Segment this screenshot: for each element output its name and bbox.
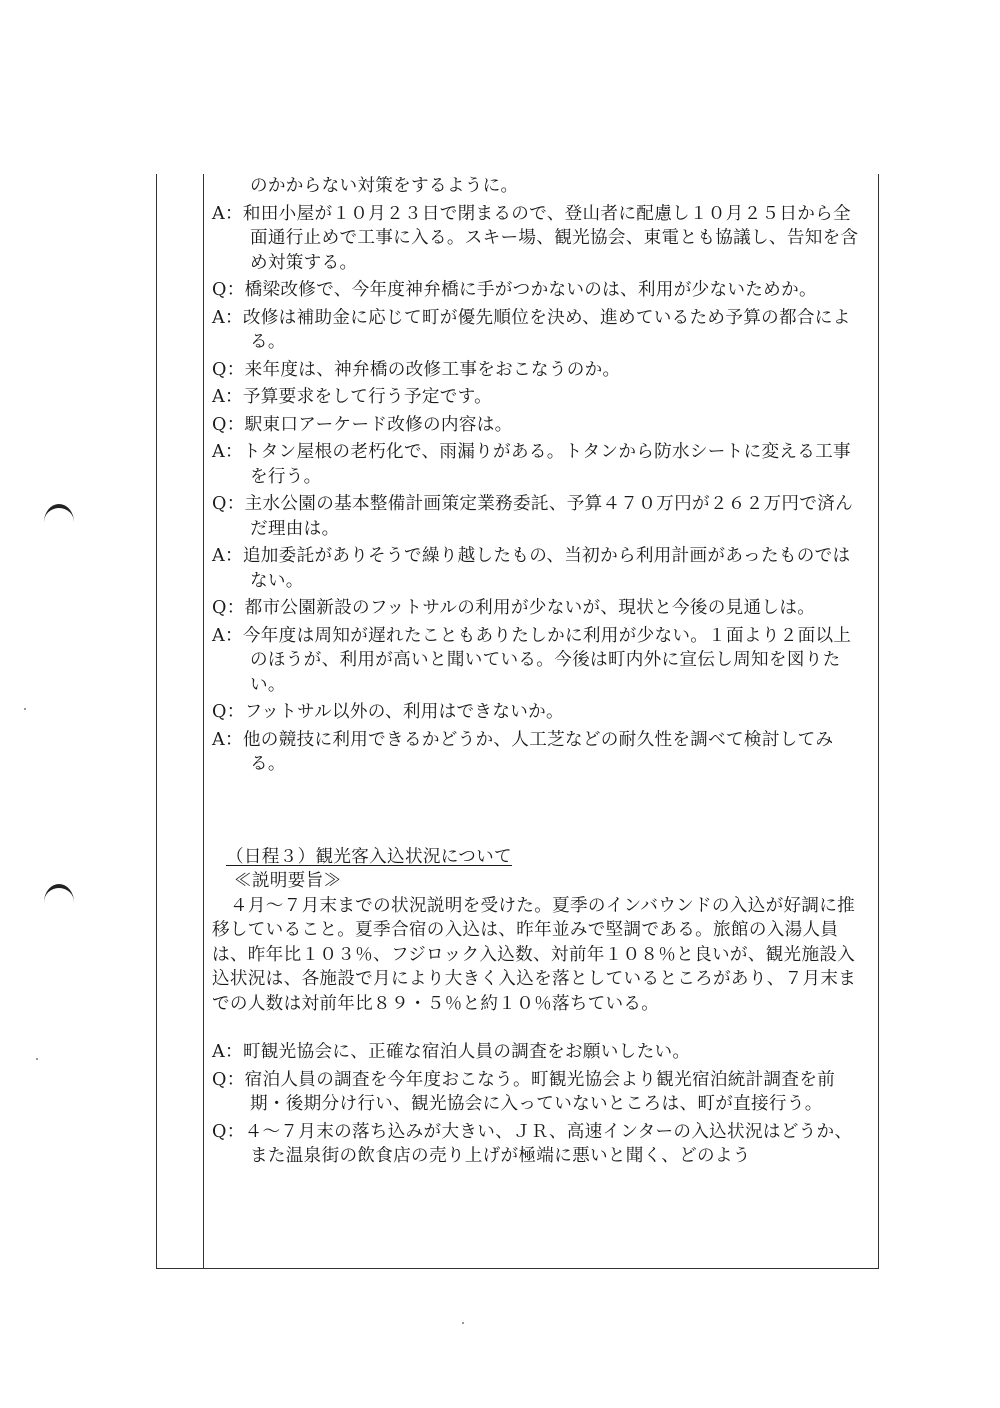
qa-item: Q：橋梁改修で、今年度神弁橋に手がつかないのは、利用が少ないためか。 <box>212 280 817 300</box>
qa-item: A：今年度は周知が遅れたこともありたしかに利用が少ない。１面より２面以上のほうが、利用が高いと聞いている。今後は町内外に宣伝し周知を図りたい。 <box>212 625 852 695</box>
punch-hole-mark <box>44 504 74 530</box>
qa-item: A：改修は補助金に応じて町が優先順位を決め、進めているため予算の都合による。 <box>212 307 851 352</box>
summary-paragraph: ４月～７月末までの状況説明を受けた。夏季のインバウンドの入込が好調に推移していること。夏季合宿の入込は、昨年並みで堅調である。旅館の入湯人員は、昨年比１０３％、フジロック入込数、対前年１０８％と良いが、観光施設入込状況は、各施設で月により大きく入込を落としているところがあり、７月末までの人数は対前年比８９・５％と約１０％落ちている。 <box>212 895 857 1014</box>
qa-item: Q：フットサル以外の、利用はできないか。 <box>212 702 564 722</box>
qa-item: Q：４～７月末の落ち込みが大きい、ＪＲ、高速インターの入込状況はどうか、また温泉街の飲食店の売り上げが極端に悪いと聞く、どのよう <box>212 1121 853 1166</box>
qa-item: A：和田小屋が１０月２３日で閉まるので、登山者に配慮し１０月２５日から全面通行止めで工事に入る。スキー場、観光協会、東電とも協議し、告知を含め対策する。 <box>212 203 859 273</box>
qa-item: Q：駅東口アーケード改修の内容は。 <box>212 414 513 435</box>
qa-item: A：トタン屋根の老朽化で、雨漏りがある。トタンから防水シートに変える工事を行う。 <box>212 442 851 487</box>
qa-item: Q：来年度は、神弁橋の改修工事をおこなうのか。 <box>212 359 621 380</box>
section-heading <box>212 845 867 870</box>
qa-item: A：予算要求をして行う予定です。 <box>212 387 493 407</box>
section-spacer <box>212 780 867 845</box>
qa-item: A：町観光協会に、正確な宿泊人員の調査をお願いしたい。 <box>212 1042 691 1062</box>
scan-speck <box>462 1322 464 1324</box>
column-divider <box>203 174 204 1268</box>
qa-item: Q：都市公園新設のフットサルの利用が少ないが、現状と今後の見通しは。 <box>212 598 816 618</box>
paragraph-gap <box>212 1016 867 1040</box>
scan-speck <box>24 708 26 710</box>
scan-speck <box>36 1058 38 1060</box>
qa-item: A：他の競技に利用できるかどうか、人工芝などの耐久性を調べて検討してみる。 <box>212 729 834 774</box>
qa-item: Q：宿泊人員の調査を今年度おこなう。町観光協会より観光宿泊統計調査を前期・後期分け行い、観光協会に入っていないところは、町が直接行う。 <box>212 1069 836 1114</box>
qa-item: Q：主水公園の基本整備計画策定業務委託、予算４７０万円が２６２万円で済んだ理由は。 <box>212 494 854 539</box>
document-body <box>212 174 867 1172</box>
sub-heading: ≪説明要旨≫ <box>234 871 342 891</box>
section-heading-text: （日程３）観光客入込状況について <box>226 846 512 867</box>
continued-line: のかからない対策をするように。 <box>250 176 519 196</box>
punch-hole-mark <box>44 884 74 910</box>
qa-item: A：追加委託がありそうで繰り越したもの、当初から利用計画があったものではない。 <box>212 546 851 591</box>
